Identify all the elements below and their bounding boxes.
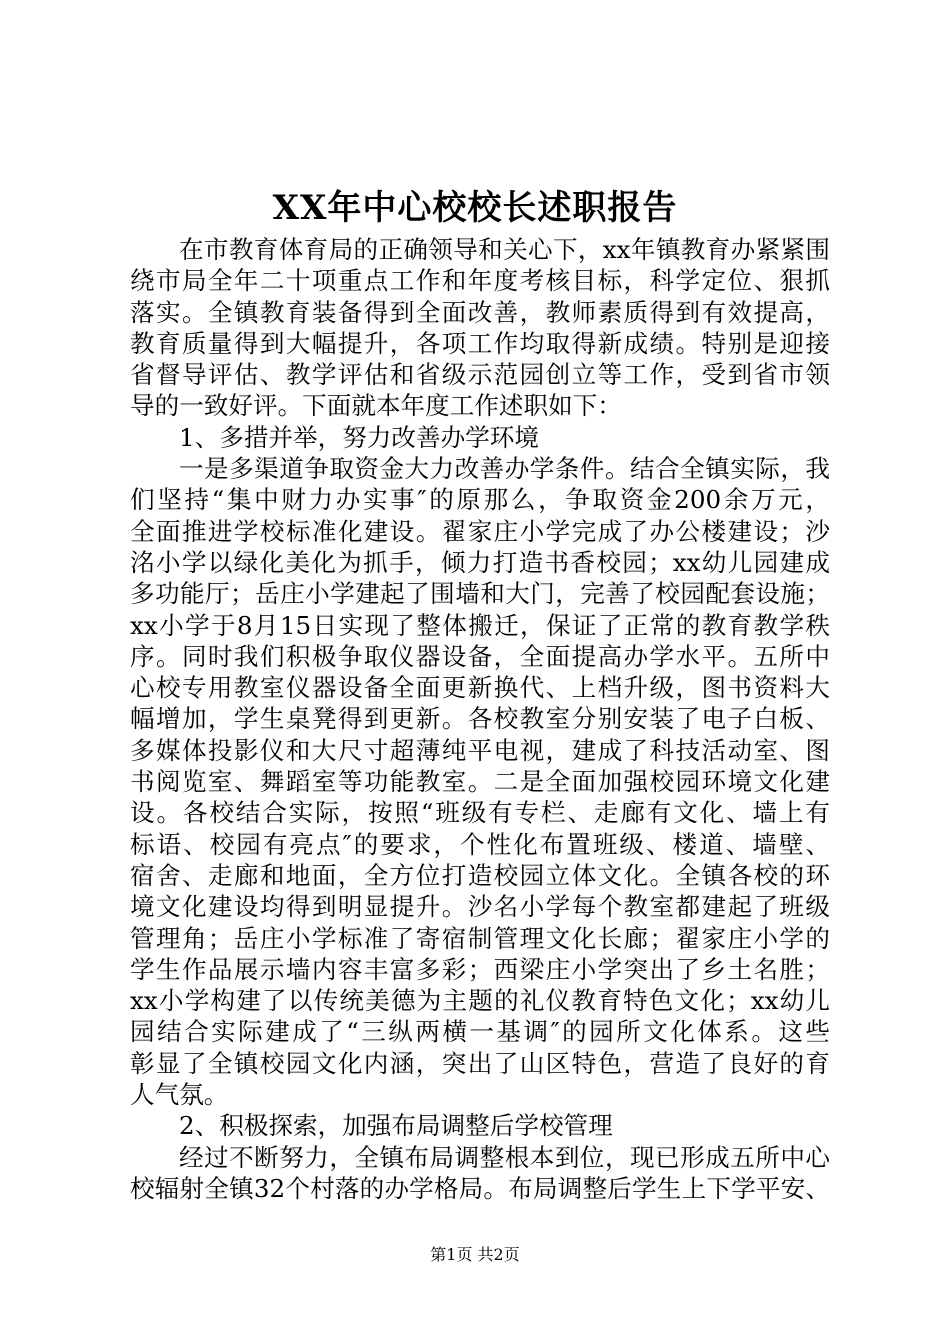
document-title: XX年中心校校长述职报告	[272, 188, 678, 228]
document-body	[130, 234, 830, 1204]
text-line: 落实。全镇教育装备得到全面改善，教师素质得到有效提高，	[130, 297, 830, 327]
page-footer: 第1页 共2页	[430, 1245, 520, 1264]
text-line: 在市教育体育局的正确领导和关心下，xx年镇教育办紧紧围	[179, 235, 830, 264]
text-line: 们坚持“集中财力办实事″的原那么，争取资金200余万元，	[130, 485, 830, 515]
text-line: 一是多渠道争取资金大力改善办学条件。结合全镇实际，我	[179, 454, 830, 484]
text-line: 园结合实际建成了“三纵两横一基调″的园所文化体系。这些	[130, 1017, 830, 1047]
text-line: 境文化建设均得到明显提升。沙名小学每个教室都建起了班级	[130, 892, 830, 922]
text-line: 经过不断努力，全镇布局调整根本到位，现已形成五所中心	[179, 1142, 830, 1172]
text-line: 心校专用教室仪器设备全面更新换代、上档升级，图书资料大	[130, 673, 830, 703]
text-line: 洺小学以绿化美化为抓手，倾力打造书香校园；xx幼儿园建成	[130, 547, 830, 577]
text-line: 省督导评估、教学评估和省级示范园创立等工作，受到省市领	[130, 360, 830, 390]
text-line: 序。同时我们积极争取仪器设备，全面提高办学水平。五所中	[130, 641, 830, 671]
text-line: 绕市局全年二十项重点工作和年度考核目标，科学定位、狠抓	[130, 266, 830, 296]
text-line: 设。各校结合实际，按照“班级有专栏、走廊有文化、墙上有	[130, 798, 830, 828]
section-heading: 1、多措并举，努力改善办学环境	[179, 422, 539, 452]
text-line: 多媒体投影仪和大尺寸超薄纯平电视，建成了科技活动室、图	[130, 735, 830, 765]
text-line: 管理角；岳庄小学标准了寄宿制管理文化长廊；翟家庄小学的	[130, 923, 830, 953]
text-line: 书阅览室、舞蹈室等功能教室。二是全面加强校园环境文化建	[130, 767, 830, 797]
text-line: 宿舍、走廊和地面，全方位打造校园立体文化。全镇各校的环	[130, 860, 830, 890]
text-line: xx小学于8月15日实现了整体搬迁，保证了正常的教育教学秩	[130, 610, 830, 640]
text-line: 校辐射全镇32个村落的办学格局。布局调整后学生上下学平安、	[130, 1173, 830, 1203]
section-heading: 2、积极探索，加强布局调整后学校管理	[179, 1111, 613, 1141]
text-line: 学生作品展示墙内容丰富多彩；西梁庄小学突出了乡土名胜；	[130, 954, 830, 984]
text-line: 导的一致好评。下面就本年度工作述职如下：	[130, 391, 622, 421]
text-line: 教育质量得到大幅提升，各项工作均取得新成绩。特别是迎接	[130, 328, 830, 358]
text-line: 多功能厅；岳庄小学建起了围墙和大门，完善了校园配套设施；	[130, 579, 830, 609]
text-line: 幅增加，学生桌凳得到更新。各校教室分别安装了电子白板、	[130, 704, 830, 734]
text-line: 人气氛。	[130, 1080, 229, 1110]
text-line: 标语、校园有亮点″的要求，个性化布置班级、楼道、墙壁、	[130, 829, 830, 859]
text-line: 全面推进学校标准化建设。翟家庄小学完成了办公楼建设；沙	[130, 516, 830, 546]
text-line: xx小学构建了以传统美德为主题的礼仪教育特色文化；xx幼儿	[130, 986, 830, 1016]
text-line: 彰显了全镇校园文化内涵，突出了山区特色，营造了良好的育	[130, 1048, 830, 1078]
